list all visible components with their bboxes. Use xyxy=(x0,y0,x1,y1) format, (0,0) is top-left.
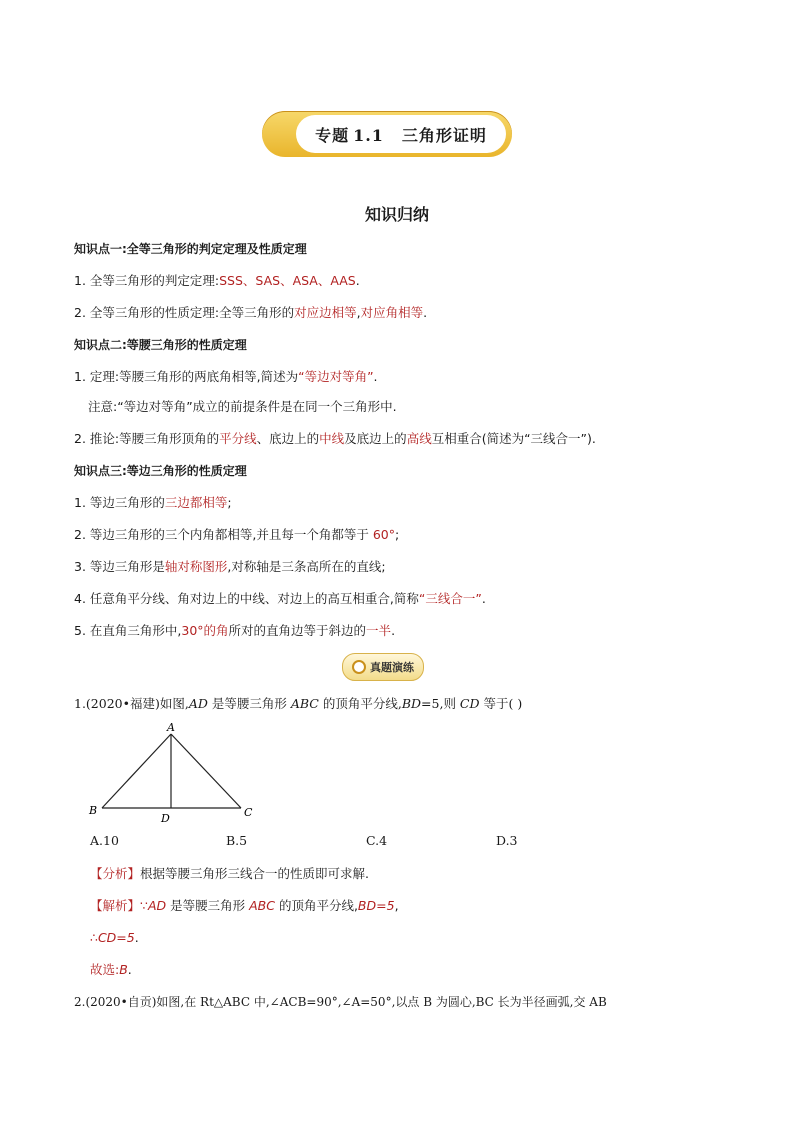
title-banner-inner xyxy=(296,115,506,153)
kp1-title: 知识点一:全等三角形的判定定理及性质定理 xyxy=(74,242,307,256)
page-title xyxy=(315,123,487,146)
q1-stem-c: 的顶角平分线, xyxy=(318,696,402,711)
q1-stem-e: 等于( ) xyxy=(479,696,523,711)
choice-answer: B xyxy=(119,962,128,977)
kp2-note: 注意:“等边对等角”成立的前提条件是在同一个三角形中. xyxy=(88,399,397,414)
kp3-l5-text-b: 所对的直角边等于斜边的 xyxy=(228,623,367,638)
analysis-text: 根据等腰三角形三线合一的性质即可求解. xyxy=(140,866,369,881)
solution-because: ∵ xyxy=(140,898,148,913)
kp1-l1-text: 1. 全等三角形的判定定理: xyxy=(74,273,220,288)
kp1-l2-end: . xyxy=(423,305,428,320)
q1-choice xyxy=(90,961,132,979)
kp3-l5-text-a: 5. 在直角三角形中, xyxy=(74,623,182,638)
solution-ABC: ABC xyxy=(249,898,275,913)
solution-tag: 【解析】 xyxy=(90,898,141,913)
kp3-l1-red: 三边都相等 xyxy=(164,495,228,510)
practice-badge xyxy=(342,653,424,681)
title-number: 1.1 xyxy=(353,125,384,145)
side-ab xyxy=(102,734,171,808)
triangle-figure xyxy=(84,722,264,824)
label-b: B xyxy=(89,804,98,817)
kp1-line1 xyxy=(74,272,360,290)
q1-stem-b: 是等腰三角形 xyxy=(207,696,291,711)
solution-text-d: , xyxy=(394,898,399,913)
label-a: A xyxy=(167,722,175,734)
title-text: 三角形证明 xyxy=(401,125,487,145)
kp1-l1-red: SSS、SAS、ASA、AAS xyxy=(219,273,356,288)
badge-circle-icon xyxy=(352,660,366,674)
kp2-l1-red: “等边对等角” xyxy=(298,369,374,384)
kp3-l3-text: 3. 等边三角形是 xyxy=(74,559,165,574)
kp3-l1-end: ; xyxy=(227,495,232,510)
kp3-l4-red: “三线合一” xyxy=(418,591,482,606)
kp3-line5 xyxy=(74,622,395,640)
side-ac xyxy=(171,734,241,808)
kp3-l4-text: 4. 任意角平分线、角对边上的中线、对边上的高互相重合,简称 xyxy=(74,591,419,606)
solution-AD: AD xyxy=(147,898,167,913)
kp2-l2-red3: 高线 xyxy=(406,431,432,446)
option-c[interactable]: C.4 xyxy=(366,833,388,848)
q1-solution-line2 xyxy=(90,929,139,947)
label-c: C xyxy=(244,806,253,819)
kp1-l2-text: 2. 全等三角形的性质定理:全等三角形的 xyxy=(74,305,295,320)
q1-stem-a: 1.(2020•福建)如图, xyxy=(74,696,189,711)
kp2-l2-red2: 中线 xyxy=(319,431,345,446)
q1-analysis xyxy=(90,865,369,883)
q1-CD: CD xyxy=(459,696,480,711)
option-d[interactable]: D.3 xyxy=(496,833,518,848)
solution-result-end: . xyxy=(134,930,139,945)
kp3-l5-red1: 30°的角 xyxy=(181,623,229,638)
q1-stem-d: =5,则 xyxy=(421,696,460,711)
kp2-l2-text-d: 互相重合(简述为“三线合一”). xyxy=(431,431,596,446)
kp3-line3 xyxy=(74,558,386,576)
kp2-title: 知识点二:等腰三角形的性质定理 xyxy=(74,338,247,352)
kp3-l5-red2: 一半 xyxy=(366,623,392,638)
kp3-l2-text: 2. 等边三角形的三个内角都相等,并且每一个角都等于 xyxy=(74,527,373,542)
kp1-l1-end: . xyxy=(355,273,360,288)
kp3-l2-red: 60° xyxy=(372,527,396,542)
kp3-line1 xyxy=(74,494,232,512)
solution-result: ∴CD=5 xyxy=(90,930,135,945)
solution-text-c: 的顶角平分线, xyxy=(274,898,358,913)
q1-AD: AD xyxy=(188,696,208,711)
solution-BD: BD=5 xyxy=(357,898,395,913)
badge-label: 真题演练 xyxy=(370,661,414,674)
q1-stem xyxy=(74,695,522,713)
kp2-line2 xyxy=(74,430,596,448)
kp3-l5-end: . xyxy=(391,623,396,638)
kp3-l2-end: ; xyxy=(395,527,400,542)
kp2-l2-text-b: 、底边上的 xyxy=(256,431,320,446)
kp2-l1-end: . xyxy=(373,369,378,384)
kp3-l3-end: ,对称轴是三条高所在的直线; xyxy=(227,559,386,574)
title-banner xyxy=(262,111,512,157)
kp1-line2 xyxy=(74,304,427,322)
option-b[interactable]: B.5 xyxy=(226,833,248,848)
kp2-l1-text: 1. 定理:等腰三角形的两底角相等,简述为 xyxy=(74,369,299,384)
kp2-l2-red1: 平分线 xyxy=(219,431,257,446)
q2-stem: 2.(2020•自贡)如图,在 Rt△ABC 中,∠ACB=90°,∠A=50°,以点 B 为圆心,BC 长为半径画弧,交 AB xyxy=(74,995,607,1009)
q1-BD: BD xyxy=(401,696,422,711)
choice-label: 故选: xyxy=(90,962,120,977)
kp3-l1-text: 1. 等边三角形的 xyxy=(74,495,165,510)
kp3-line2 xyxy=(74,526,399,544)
kp3-title: 知识点三:等边三角形的性质定理 xyxy=(74,464,247,478)
kp3-l4-end: . xyxy=(481,591,486,606)
q1-solution xyxy=(90,897,399,915)
solution-text-b: 是等腰三角形 xyxy=(166,898,250,913)
q1-ABC: ABC xyxy=(290,696,319,711)
kp2-line1 xyxy=(74,368,378,386)
analysis-tag: 【分析】 xyxy=(90,866,141,881)
label-d: D xyxy=(161,812,170,824)
option-a[interactable]: A.10 xyxy=(90,833,119,848)
kp3-l3-red: 轴对称图形 xyxy=(164,559,228,574)
kp1-l2-mid: , xyxy=(356,305,361,320)
kp1-l2-red1: 对应边相等 xyxy=(294,305,357,320)
kp2-l2-text-a: 2. 推论:等腰三角形顶角的 xyxy=(74,431,220,446)
choice-end: . xyxy=(127,962,132,977)
section-heading: 知识归纳 xyxy=(364,205,429,224)
title-prefix: 专题 xyxy=(315,125,350,145)
kp3-line4 xyxy=(74,590,486,608)
kp1-l2-red2: 对应角相等 xyxy=(360,305,424,320)
kp2-l2-text-c: 及底边上的 xyxy=(344,431,407,446)
